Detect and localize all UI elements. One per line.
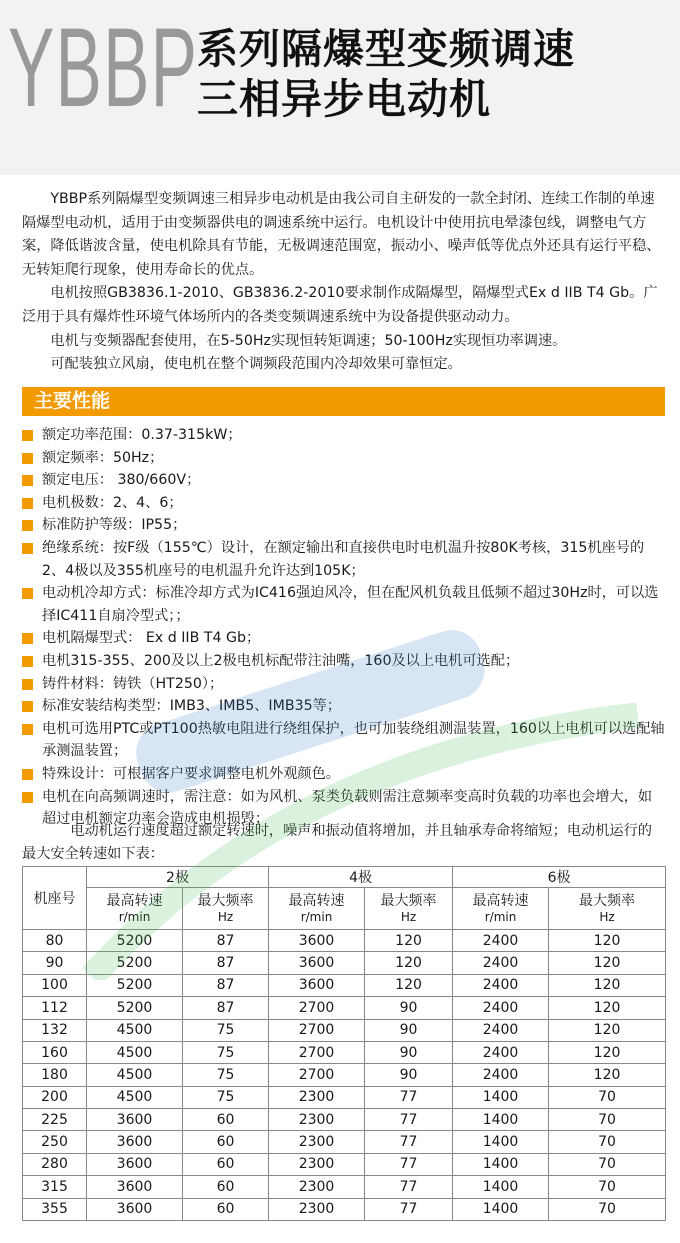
table-cell: 120	[549, 1064, 666, 1086]
feature-item	[22, 650, 665, 673]
table-cell: 87	[183, 974, 269, 996]
table-cell: 70	[549, 1131, 666, 1153]
table-cell: 1400	[453, 1109, 549, 1131]
table-row	[23, 1176, 666, 1198]
table-cell: 60	[183, 1153, 269, 1175]
table-cell: 90	[365, 1064, 453, 1086]
feature-item	[22, 718, 665, 763]
table-cell: 3600	[87, 1131, 183, 1153]
table-cell: 120	[549, 974, 666, 996]
table-cell: 4500	[87, 1041, 183, 1063]
table-cell: 75	[183, 1086, 269, 1108]
frame-size-cell: 280	[23, 1153, 87, 1175]
frame-size-cell: 200	[23, 1086, 87, 1108]
table-cell: 60	[183, 1176, 269, 1198]
table-cell: 2300	[269, 1086, 365, 1108]
feature-item	[22, 582, 665, 627]
table-cell: 120	[549, 930, 666, 952]
max-frequency-header	[183, 888, 269, 930]
frame-size-cell: 225	[23, 1109, 87, 1131]
table-cell: 77	[365, 1198, 453, 1221]
table-cell: 2300	[269, 1198, 365, 1221]
table-cell: 2400	[453, 1041, 549, 1063]
page-header	[0, 0, 680, 175]
table-cell: 77	[365, 1131, 453, 1153]
max-speed-table	[22, 866, 666, 1221]
intro-paragraph: 可配装独立风扇，使电机在整个调频段范围内冷却效果可靠恒定。	[50, 356, 462, 373]
feature-item	[22, 447, 665, 470]
table-cell: 3600	[269, 952, 365, 974]
table-cell: 3600	[269, 974, 365, 996]
feature-list	[22, 424, 665, 831]
feature-text: 额定功率范围：0.37-315kW；	[42, 427, 242, 443]
table-cell: 4500	[87, 1086, 183, 1108]
column-label: 最高转速	[106, 893, 163, 909]
table-row	[23, 1086, 666, 1108]
square-bullet-icon	[22, 633, 33, 644]
feature-item	[22, 673, 665, 696]
table-cell: 4500	[87, 1064, 183, 1086]
table-row	[23, 974, 666, 996]
square-bullet-icon	[22, 520, 33, 531]
table-row	[23, 1153, 666, 1175]
table-body	[23, 930, 666, 1221]
feature-item	[22, 627, 665, 650]
feature-text: 电机315-355、200及以上2极电机标配带注油嘴，160及以上电机可选配；	[42, 652, 520, 669]
pole-group-header: 4极	[269, 867, 453, 888]
frame-size-cell: 132	[23, 1019, 87, 1041]
pole-group-header: 2极	[87, 867, 269, 888]
table-cell: 1400	[453, 1153, 549, 1175]
speed-note	[22, 820, 665, 865]
table-cell: 90	[365, 1019, 453, 1041]
feature-item	[22, 492, 665, 515]
column-unit: Hz	[599, 910, 615, 924]
frame-size-cell: 160	[23, 1041, 87, 1063]
table-row	[23, 930, 666, 952]
table-cell: 75	[183, 1019, 269, 1041]
table-row	[23, 952, 666, 974]
table-cell: 2700	[269, 1064, 365, 1086]
title-line-2: 三相异步电动机	[197, 75, 491, 123]
feature-text: 额定频率：50Hz；	[42, 449, 164, 466]
square-bullet-icon	[22, 453, 33, 464]
table-cell: 90	[365, 1041, 453, 1063]
column-label: 最大频率	[380, 893, 437, 909]
feature-text: 标准防护等级：IP55；	[42, 517, 187, 534]
pole-group-header: 6极	[453, 867, 666, 888]
table-cell: 2700	[269, 1019, 365, 1041]
feature-item	[22, 424, 665, 447]
frame-size-cell: 250	[23, 1131, 87, 1153]
table-cell: 1400	[453, 1198, 549, 1221]
table-cell: 75	[183, 1041, 269, 1063]
table-cell: 5200	[87, 997, 183, 1019]
feature-text: 电机极数：2、4、6；	[42, 494, 183, 511]
feature-text: 电机在向高频调速时，需注意：如为风机、泵类负载则需注意频率变高时负载的功率也会增大，如超过电机额定功率会造成电机损毁；	[42, 788, 653, 828]
column-unit: Hz	[400, 910, 417, 924]
square-bullet-icon	[22, 543, 33, 554]
table-cell: 3600	[87, 1176, 183, 1198]
table-cell: 2700	[269, 1041, 365, 1063]
table-cell: 120	[549, 1041, 666, 1063]
square-bullet-icon	[22, 769, 33, 780]
column-label: 最高转速	[472, 893, 529, 909]
max-speed-header	[269, 888, 365, 930]
speed-note-text: 电动机运行速度超过额定转速时，噪声和振动值将增加，并且轴承寿命将缩短；电动机运行的最大安全转速如下表：	[22, 823, 652, 862]
table-cell: 1400	[453, 1176, 549, 1198]
table-row	[23, 1064, 666, 1086]
frame-size-cell: 180	[23, 1064, 87, 1086]
table-cell: 3600	[87, 1198, 183, 1221]
table-cell: 87	[183, 952, 269, 974]
table-cell: 5200	[87, 952, 183, 974]
table-cell: 90	[365, 997, 453, 1019]
feature-text: 额定电压： 380/660V；	[42, 472, 201, 489]
table-cell: 70	[549, 1153, 666, 1175]
table-cell: 3600	[87, 1153, 183, 1175]
table-cell: 87	[183, 997, 269, 1019]
frame-size-cell: 355	[23, 1198, 87, 1221]
table-cell: 60	[183, 1109, 269, 1131]
table-cell: 77	[365, 1086, 453, 1108]
section-title: 主要性能	[34, 390, 111, 412]
frame-size-cell: 90	[23, 952, 87, 974]
max-speed-header	[453, 888, 549, 930]
intro-paragraph: 电机与变频器配套使用，在5-50Hz实现恒转矩调速；50-100Hz实现恒功率调速。	[50, 332, 567, 349]
column-label: 最大频率	[579, 893, 636, 909]
square-bullet-icon	[22, 792, 33, 803]
section-header-bar	[22, 387, 665, 416]
square-bullet-icon	[22, 701, 33, 712]
max-frequency-header	[549, 888, 666, 930]
table-cell: 3600	[269, 930, 365, 952]
intro-text	[22, 188, 662, 377]
table-cell: 5200	[87, 974, 183, 996]
table-cell: 120	[549, 952, 666, 974]
table-cell: 120	[365, 952, 453, 974]
page-title	[197, 24, 575, 124]
table-cell: 2400	[453, 997, 549, 1019]
table-row	[23, 1198, 666, 1221]
table-cell: 120	[549, 997, 666, 1019]
table-row	[23, 1019, 666, 1041]
table-cell: 77	[365, 1153, 453, 1175]
column-label: 最高转速	[288, 893, 345, 909]
table-cell: 2300	[269, 1153, 365, 1175]
table-cell: 3600	[87, 1109, 183, 1131]
table-row	[23, 997, 666, 1019]
feature-text: 绝缘系统：按F级（155℃）设计，在额定输出和直接供电时电机温升按80K考核，315机座号的2、4极以及355机座号的电机温升允许达到105K；	[42, 539, 645, 579]
feature-text: 电机可选用PTC或PT100热敏电阻进行绕组保护，也可加装绕组测温装置，160以上电机可以选配轴承测温装置；	[42, 720, 665, 760]
table-cell: 2300	[269, 1131, 365, 1153]
table-cell: 77	[365, 1176, 453, 1198]
frame-size-cell: 112	[23, 997, 87, 1019]
feature-item	[22, 514, 665, 537]
table-cell: 120	[549, 1019, 666, 1041]
frame-size-cell: 80	[23, 930, 87, 952]
table-cell: 120	[365, 974, 453, 996]
feature-item	[22, 695, 665, 718]
table-cell: 120	[365, 930, 453, 952]
intro-paragraph: YBBP系列隔爆型变频调速三相异步电动机是由我公司自主研发的一款全封闭、连续工作制的单速隔爆型电动机，适用于由变频器供电的调速系统中运行。电机设计中使用抗电晕漆包线，调整电气方案，降低谐波含量，使电机除具有节能，无极调速范围宽，振动小、噪声低等优点外还具有运行平稳、无转矩爬行现象，使用寿命长的优点。	[22, 191, 661, 278]
square-bullet-icon	[22, 588, 33, 599]
series-code: YBBP	[8, 5, 199, 130]
column-unit: r/min	[118, 910, 151, 924]
square-bullet-icon	[22, 475, 33, 486]
square-bullet-icon	[22, 498, 33, 509]
max-frequency-header	[365, 888, 453, 930]
table-cell: 1400	[453, 1086, 549, 1108]
table-cell: 70	[549, 1086, 666, 1108]
table-cell: 2400	[453, 1019, 549, 1041]
table-cell: 2400	[453, 974, 549, 996]
table-cell: 2300	[269, 1109, 365, 1131]
table-cell: 2400	[453, 1064, 549, 1086]
feature-text: 电机隔爆型式： Ex d IIB T4 Gb；	[42, 630, 261, 647]
feature-text: 铸件材料：铸铁（HT250）；	[42, 675, 224, 692]
feature-item	[22, 763, 665, 786]
square-bullet-icon	[22, 679, 33, 690]
square-bullet-icon	[22, 724, 33, 735]
column-unit: r/min	[484, 910, 517, 924]
table-cell: 60	[183, 1131, 269, 1153]
max-speed-header	[87, 888, 183, 930]
intro-paragraph: 电机按照GB3836.1-2010、GB3836.2-2010要求制作成隔爆型，隔爆型式Ex d IIB T4 Gb。广泛用于具有爆炸性环境气体场所内的各类变频调速系统中为设备提供驱动动力。	[22, 285, 658, 325]
table-cell: 2700	[269, 997, 365, 1019]
table-row	[23, 1041, 666, 1063]
table-row	[23, 1131, 666, 1153]
table-cell: 2400	[453, 952, 549, 974]
table-row	[23, 1109, 666, 1131]
square-bullet-icon	[22, 430, 33, 441]
feature-text: 标准安装结构类型：IMB3、IMB5、IMB35等；	[42, 698, 342, 715]
table-cell: 1400	[453, 1131, 549, 1153]
table-cell: 5200	[87, 930, 183, 952]
column-header-row	[23, 888, 666, 930]
column-unit: Hz	[217, 910, 234, 924]
table-cell: 2400	[453, 930, 549, 952]
title-line-1: 系列隔爆型变频调速	[197, 25, 575, 73]
feature-item	[22, 469, 665, 492]
column-unit: r/min	[300, 910, 333, 924]
feature-text: 电动机冷却方式：标准冷却方式为IC416强迫风冷，但在配风机负载且低频不超过30Hz时，可以选择IC411自扇冷型式；；	[42, 585, 659, 624]
frame-size-cell: 315	[23, 1176, 87, 1198]
table-cell: 77	[365, 1109, 453, 1131]
square-bullet-icon	[22, 656, 33, 667]
table-cell: 70	[549, 1176, 666, 1198]
table-cell: 70	[549, 1109, 666, 1131]
table-cell: 75	[183, 1064, 269, 1086]
table-cell: 60	[183, 1198, 269, 1221]
table-cell: 87	[183, 930, 269, 952]
table-cell: 70	[549, 1198, 666, 1221]
frame-size-cell: 100	[23, 974, 87, 996]
feature-item	[22, 537, 665, 582]
table-cell: 4500	[87, 1019, 183, 1041]
table-cell: 2300	[269, 1176, 365, 1198]
feature-text: 特殊设计：可根据客户要求调整电机外观颜色。	[42, 765, 340, 782]
column-label: 最大频率	[197, 893, 254, 909]
frame-size-header: 机座号	[23, 867, 87, 930]
